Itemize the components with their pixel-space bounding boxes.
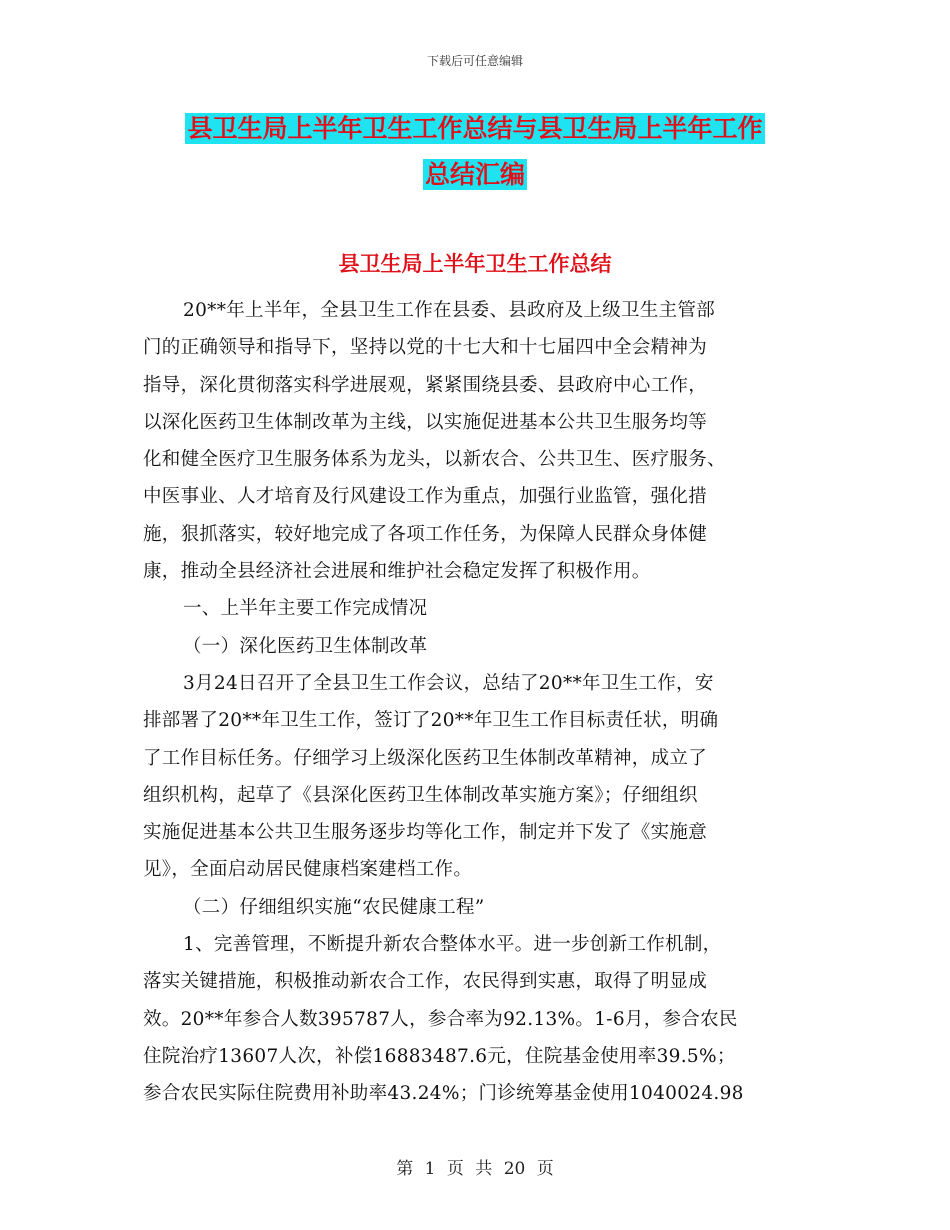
body-line: （一）深化医药卫生体制改革 bbox=[183, 635, 428, 657]
page-header-note: 下载后可任意编辑 bbox=[426, 54, 523, 68]
body-line: 指导，深化贯彻落实科学进展观，紧紧围绕县委、县政府中心工作， bbox=[143, 374, 708, 396]
body-line: 落实关键措施，积极推动新农合工作，农民得到实惠，取得了明显成 bbox=[143, 971, 708, 993]
body-line: 排部署了20**年卫生工作，签订了20**年卫生工作目标责任状，明确 bbox=[143, 710, 719, 732]
section-title: 县卫生局上半年卫生工作总结 bbox=[338, 252, 612, 276]
body-line: 了工作目标任务。仔细学习上级深化医药卫生体制改革精神，成立了 bbox=[143, 747, 708, 769]
body-line: 门的正确领导和指导下，坚持以党的十七大和十七届四中全会精神为 bbox=[143, 337, 708, 359]
body-line: 康，推动全县经济社会进展和维护社会稳定发挥了积极作用。 bbox=[143, 561, 651, 583]
body-text bbox=[143, 292, 808, 1113]
body-line: 实施促进基本公共卫生服务逐步均等化工作，制定并下发了《实施意 bbox=[143, 822, 708, 844]
body-line: 施，狠抓落实，较好地完成了各项工作任务，为保障人民群众身体健 bbox=[143, 523, 708, 545]
body-line: 效。20**年参合人数395787人，参合率为92.13%。1-6月，参合农民 bbox=[143, 1008, 738, 1030]
body-line: 见》，全面启动居民健康档案建档工作。 bbox=[143, 859, 473, 881]
body-line: 参合农民实际住院费用补助率43.24%；门诊统筹基金使用1040024.98 bbox=[143, 1083, 744, 1105]
body-line: 化和健全医疗卫生服务体系为龙头，以新农合、公共卫生、医疗服务、 bbox=[143, 449, 726, 471]
body-line: 中医事业、人才培育及行风建设工作为重点，加强行业监管，强化措 bbox=[143, 486, 708, 508]
body-line: 以深化医药卫生体制改革为主线，以实施促进基本公共卫生服务均等 bbox=[143, 411, 708, 433]
document-title-line-1: 县卫生局上半年卫生工作总结与县卫生局上半年工作 bbox=[187, 114, 763, 143]
body-line: （二）仔细组织实施“农民健康工程” bbox=[183, 896, 485, 918]
body-line: 20**年上半年，全县卫生工作在县委、县政府及上级卫生主管部 bbox=[183, 300, 716, 321]
page-footer: 第 1 页 共 20 页 bbox=[396, 1159, 554, 1179]
document-title-line-2: 总结汇编 bbox=[424, 160, 525, 189]
body-line: 一、上半年主要工作完成情况 bbox=[183, 598, 428, 620]
body-line: 组织机构，起草了《县深化医药卫生体制改革实施方案》；仔细组织 bbox=[143, 784, 698, 806]
body-line: 1、完善管理，不断提升新农合整体水平。进一步创新工作机制， bbox=[183, 934, 722, 956]
body-line: 3月24日召开了全县卫生工作会议，总结了20**年卫生工作，安 bbox=[183, 672, 714, 694]
body-line: 住院治疗13607人次，补偿16883487.6元，住院基金使用率39.5%； bbox=[143, 1045, 736, 1067]
